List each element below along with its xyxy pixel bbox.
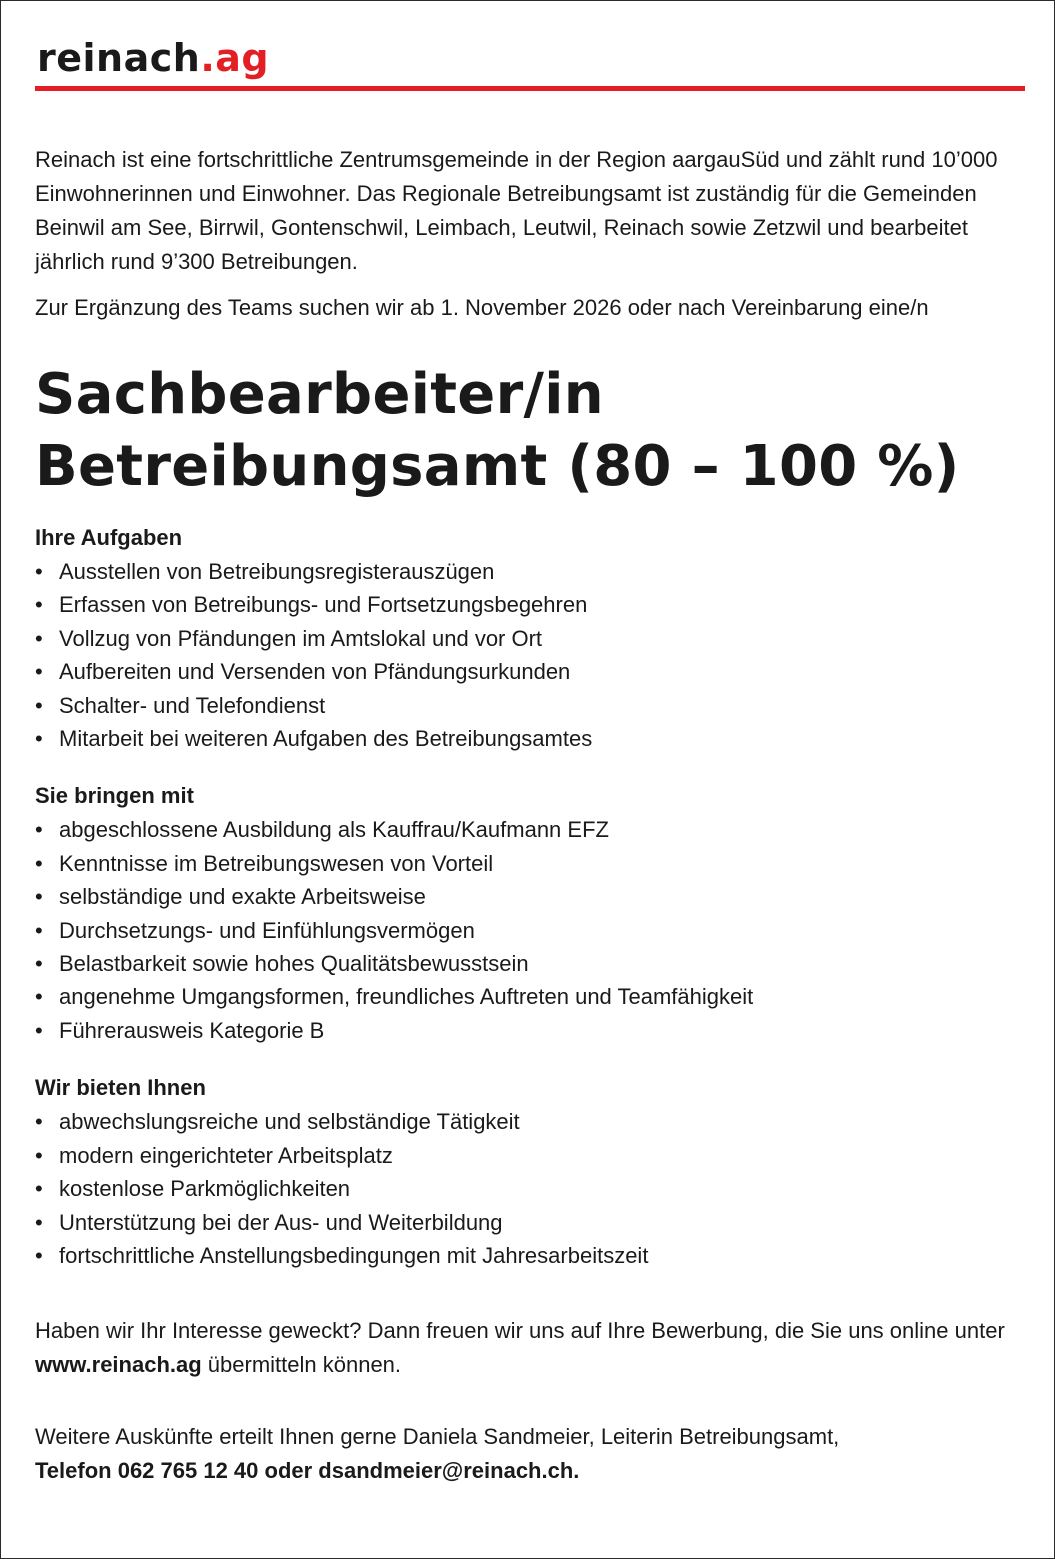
ad-content — [35, 143, 1025, 1488]
list-item: • Aufbereiten und Versenden von Pfändungsurkunden — [35, 655, 1025, 688]
list-item: • selbständige und exakte Arbeitsweise — [35, 880, 1025, 913]
section-offer — [35, 1071, 1025, 1272]
website-link[interactable]: www.reinach.ag — [35, 1352, 202, 1378]
list-item: • Führerausweis Kategorie B — [35, 1014, 1025, 1047]
intro-search-paragraph: Zur Ergänzung des Teams suchen wir ab 1. November 2026 oder nach Vereinbarung eine/n — [35, 295, 929, 320]
list-item: • Kenntnisse im Betreibungswesen von Vorteil — [35, 847, 1025, 880]
contact-text: Weitere Auskünfte erteilt Ihnen gerne Daniela Sandmeier, Leiterin Betreibungsamt, — [35, 1424, 840, 1450]
section-heading: Ihre Aufgaben — [35, 525, 183, 550]
job-title-line2: Betreibungsamt (80 – 100 %) — [35, 434, 960, 499]
section-tasks — [35, 521, 1025, 755]
contact-details[interactable]: Telefon 062 765 12 40 oder dsandmeier@reinach.ch. — [35, 1458, 580, 1484]
job-title — [35, 359, 1025, 503]
list-item: • Erfassen von Betreibungs- und Fortsetzungsbegehren — [35, 588, 1025, 621]
list-item: • Belastbarkeit sowie hohes Qualitätsbewusstsein — [35, 947, 1025, 980]
section-heading: Sie bringen mit — [35, 783, 194, 809]
list-item: • fortschrittliche Anstellungsbedingungen mit Jahresarbeitszeit — [35, 1239, 1025, 1272]
list-item: • kostenlose Parkmöglichkeiten — [35, 1172, 1025, 1205]
section-heading: Wir bieten Ihnen — [35, 1075, 206, 1101]
job-title-line1: Sachbearbeiter/in — [35, 362, 604, 427]
logo-text-main: reinach — [37, 36, 201, 80]
list-item: • Mitarbeit bei weiteren Aufgaben des Betreibungsamtes — [35, 722, 1025, 755]
closing-text-end: übermitteln können. — [201, 1352, 402, 1378]
list-item: • abwechslungsreiche und selbständige Tätigkeit — [35, 1105, 1025, 1138]
logo-text-suffix: .ag — [200, 36, 270, 80]
logo — [37, 36, 270, 80]
list-item: • Vollzug von Pfändungen im Amtslokal und vor Ort — [35, 622, 1025, 655]
contact-paragraph — [35, 1420, 1025, 1488]
header-divider — [35, 86, 1025, 91]
list-item: • Unterstützung bei der Aus- und Weiterbildung — [35, 1206, 1025, 1239]
list-item: • Ausstellen von Betreibungsregisterauszügen — [35, 555, 1025, 588]
list-item: • abgeschlossene Ausbildung als Kauffrau/Kaufmann EFZ — [35, 813, 1025, 846]
list-item: • Schalter- und Telefondienst — [35, 689, 1025, 722]
list-item: • Durchsetzungs- und Einfühlungsvermögen — [35, 914, 1025, 947]
bullet-list — [35, 813, 1025, 1047]
intro-paragraph: Reinach ist eine fortschrittliche Zentrumsgemeinde in der Region aargauSüd und zählt rund 10’000 Einwohnerinnen und Einwohner. Das Regionale Betreibungsamt ist zuständig für die Gemeinden Beinwil am See, Birrwil, Gontenschwil, Leimbach, Leutwil, Reinach sowie Zetzwil und bearbeitet jährlich rund 9’300 Betreibungen. — [35, 147, 998, 274]
bullet-list — [35, 555, 1025, 755]
closing-paragraph — [35, 1314, 1025, 1382]
list-item: • modern eingerichteter Arbeitsplatz — [35, 1139, 1025, 1172]
section-requirements — [35, 779, 1025, 1047]
list-item: • angenehme Umgangsformen, freundliches Auftreten und Teamfähigkeit — [35, 980, 1025, 1013]
closing-text: Haben wir Ihr Interesse geweckt? Dann freuen wir uns auf Ihre Bewerbung, die Sie uns online unter — [35, 1318, 1005, 1344]
bullet-list — [35, 1105, 1025, 1272]
